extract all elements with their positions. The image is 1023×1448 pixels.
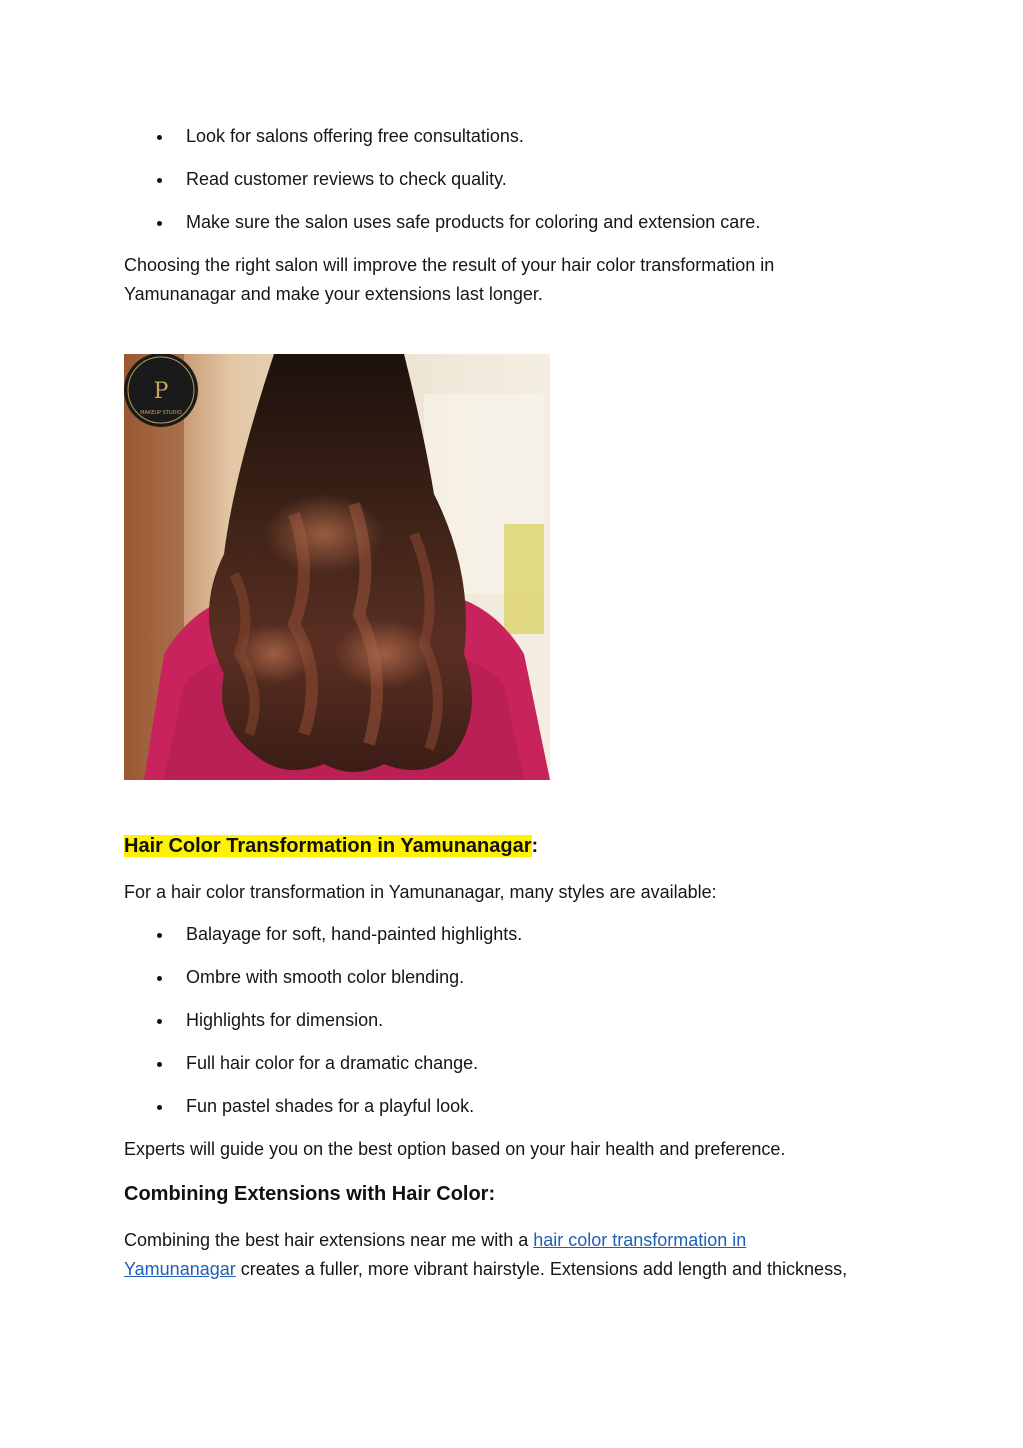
- list-item: Balayage for soft, hand-painted highlights.: [124, 920, 884, 963]
- bullet-icon: [157, 221, 162, 226]
- list-item: Read customer reviews to check quality.: [124, 165, 884, 208]
- bullet-icon: [157, 933, 162, 938]
- hair-color-styles-list: [124, 920, 884, 1135]
- bullet-icon: [157, 976, 162, 981]
- list-item: Full hair color for a dramatic change.: [124, 1049, 884, 1092]
- yamunanagar-link[interactable]: Yamunanagar: [124, 1259, 236, 1279]
- bullet-icon: [157, 1105, 162, 1110]
- list-item: Look for salons offering free consultations.: [124, 122, 884, 165]
- bullet-icon: [157, 135, 162, 140]
- logo-text: MAKEUP STUDIO: [140, 410, 182, 416]
- choosing-salon-paragraph: Choosing the right salon will improve the result of your hair color transformation in Yamunanagar and make your extensions last longer.: [124, 255, 775, 304]
- salon-tips-list: [124, 122, 884, 251]
- bullet-icon: [157, 1062, 162, 1067]
- section-heading-hair-color: Hair Color Transformation in Yamunanagar:: [124, 835, 539, 857]
- bullet-icon: [157, 178, 162, 183]
- list-item: Make sure the salon uses safe products for coloring and extension care.: [124, 208, 884, 251]
- section-heading-combining: Combining Extensions with Hair Color:: [124, 1183, 496, 1205]
- hair-color-photo: [124, 354, 550, 780]
- hair-color-closing: Experts will guide you on the best option based on your hair health and preference.: [124, 1139, 786, 1159]
- bullet-icon: [157, 1019, 162, 1024]
- list-item: Highlights for dimension.: [124, 1006, 884, 1049]
- logo-letter: P: [153, 379, 169, 404]
- hair-color-link[interactable]: hair color transformation in: [533, 1230, 747, 1250]
- hair-color-intro: For a hair color transformation in Yamunanagar, many styles are available:: [124, 882, 717, 902]
- combining-paragraph: Combining the best hair extensions near me with a hair color transformation in Yamunanagar creates a fuller, more vibrant hairstyle. Extensions add length and thickness,: [124, 1230, 848, 1279]
- list-item: Fun pastel shades for a playful look.: [124, 1092, 884, 1135]
- list-item: Ombre with smooth color blending.: [124, 963, 884, 1006]
